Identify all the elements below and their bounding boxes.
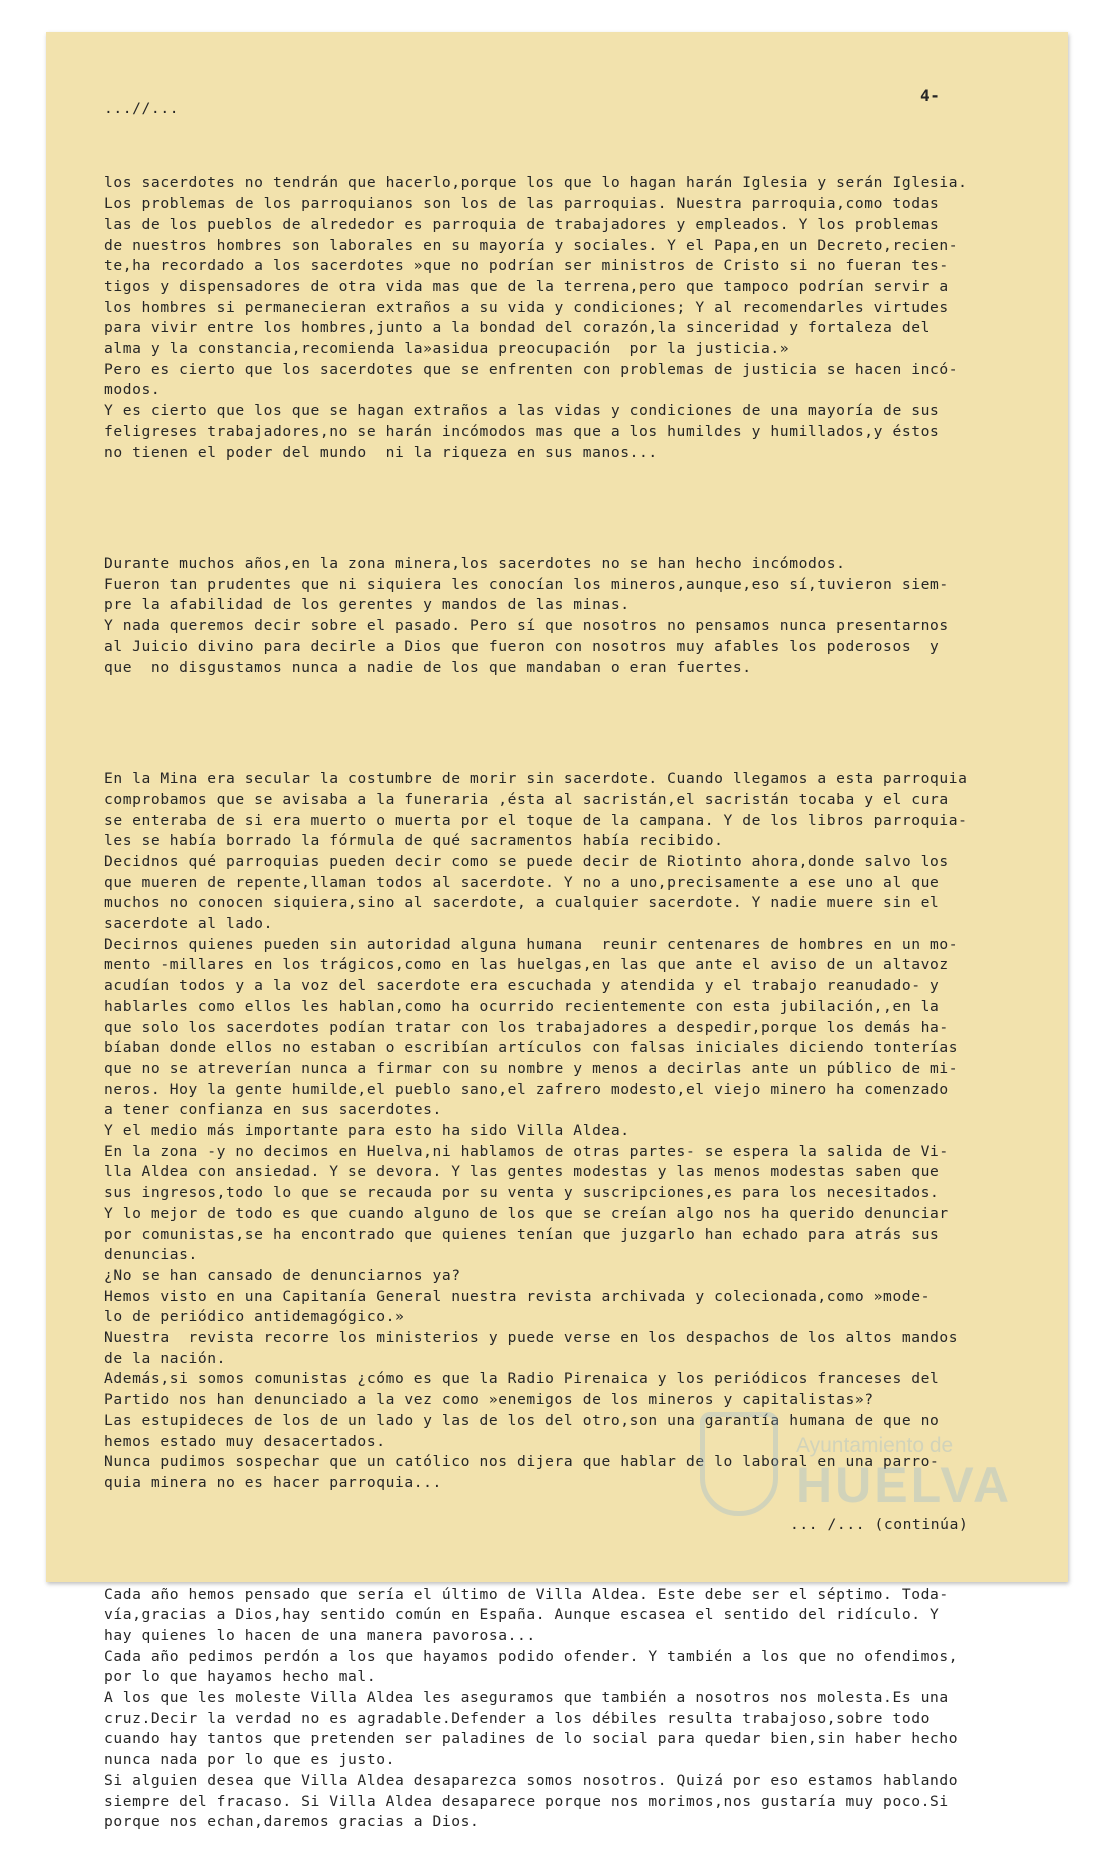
coat-of-arms-icon xyxy=(700,1412,778,1516)
paragraph: Cada año hemos pensado que sería el último de Villa Aldea. Este debe ser el séptimo. Toda- vía,gracias a Dios,hay sentido común en España. Aunque escasea el sentido del ridículo. Y hay quienes lo hacen de una manera pavorosa... Cada año pedimos perdón a los que hayamos podido ofender. Y también a los que no ofendimos, por lo que hayamos hecho mal. A los que les moleste Villa Aldea les aseguramos que también a nosotros nos molesta.Es una cruz.Decir la verdad no es agradable.Defender a los débiles resulta trabajoso,sobre todo cuando hay tantos que pretenden ser paladines de lo social para quedar bien,sin haber hecho nunca nada por lo que es justo. Si alguien desea que Villa Aldea desaparezca somos nosotros. Quizá por eso estamos hablando siempre del fracaso. Si Villa Aldea desaparece porque nos morimos,nos gustaría muy poco.Si porque nos echan,daremos gracias a Dios. xyxy=(104,1585,959,1831)
page-number: 4- xyxy=(920,86,941,105)
paragraph: Durante muchos años,en la zona minera,los sacerdotes no se han hecho incómodos. Fueron tan prudentes que ni siquiera les conocían los mineros,aunque,eso sí,tuvieron siem- pre la afabilidad de los gerentes y mandos de las minas. Y nada queremos decir sobre el pasado. Pero sí que nosotros no pensamos nunca presentarnos al Juicio divino para decirle a Dios que fueron con nosotros muy afables los poderosos y que no disgustamos nunca a nadie de los que mandaban o eran fuertes. xyxy=(104,555,949,676)
paragraph: En la Mina era secular la costumbre de morir sin sacerdote. Cuando llegamos a esta parroquia comprobamos que se avisaba a la funeraria ,ésta al sacristán,el sacristán tocaba y el cura se enteraba de si era muerto o muerta por el toque de la campana. Y de los libros parroquia- les se había borrado la fórmula de qué sacramentos había recibido. Decidnos qué parroquias pueden decir como se puede decir de Riotinto ahora,donde salvo los que mueren de repente,llaman todos al sacerdote. Y no a uno,precisamente a ese uno al que muchos no conocen siquiera,sino al sacerdote, a cualquier sacerdote. Y nadie muere sin el sacerdote al lado. Decirnos quienes pueden sin autoridad alguna humana reunir centenares de hombres en un mo- mento -millares en los trágicos,como en las huelgas,en las que ante el aviso de un altavoz acudían todos y a la voz del sacerdote era escuchada y atendida y el trabajo reanudado- y hablarles como ellos les hablan,como ha ocurrido recientemente con esta jubilación,,en la que solo los sacerdotes podían tratar con los trabajadores a despedir,porque los demás ha- bíaban donde ellos no estaban o escribían artículos con falsas iniciales diciendo tonterías que no se atreverían nunca a firmar con su nombre y menos a decirlas ante un público de mi- neros. Hoy la gente humilde,el pueblo sano,el zafrero modesto,el viejo minero ha comenzado a tener confianza en sus sacerdotes. Y el medio más importante para esto ha sido Villa Aldea. En la zona -y no decimos en Huelva,ni hablamos de otras partes- se espera la salida de Vi- lla Aldea con ansiedad. Y se devora. Y las gentes modestas y las menos modestas saben que sus ingresos,todo lo que se recauda por su venta y suscripciones,es para los necesitados. Y lo mejor de todo es que cuando alguno de los que se creían algo nos ha querido denunciar por comunistas,se ha encontrado que quienes tenían que juzgarlo han echado para atrás sus denuncias. ¿No se han cansado de denunciarnos ya? Hemos visto en una Capitanía General nuestra revista archivada y colecionada,como »mode- lo de periódico antidemagógico.» Nuestra revista recorre los ministerios y puede verse en los despachos de los altos mandos de la nación. Además,si somos comunistas ¿cómo es que la Radio Pirenaica y los periódicos franceses del Partido nos han denunciado a la vez como »enemigos de los mineros y capitalistas»? Las estupideces de los de un lado y las de los del otro,son una garantía humana de que no hemos estado muy desacertados. Nunca pudimos sospechar que un católico nos dijera que hablar de lo laboral en una parro- quia minera no es hacer parroquia... xyxy=(104,770,968,1491)
paragraph: los sacerdotes no tendrán que hacerlo,porque los que lo hagan harán Iglesia y serán Iglesia. Los problemas de los parroquianos son los de las parroquias. Nuestra parroquia,como todas las de los pueblos de alrededor es parroquia de trabajadores y empleados. Y los problemas de nuestros hombres son laborales en su mayoría y sociales. Y el Papa,en un Decreto,recien- te,ha recordado a los sacerdotes »que no podrían ser ministros de Cristo si no fueran tes- tigos y dispensadores de otra vida mas que de la terrena,pero que tampoco podrían servir a los hombres si permanecieran extraños a su vida y condiciones; Y al recomendarles virtudes para vivir entre los hombres,junto a la bondad del corazón,la sinceridad y fortaleza del alma y la constancia,recomienda la»asidua preocupación por la justicia.» Pero es cierto que los sacerdotes que se enfrenten con problemas de justicia se hacen incó- modos. Y es cierto que los que se hagan extraños a las vidas y condiciones de una mayoría de sus feligreses trabajadores,no se harán incómodos mas que a los humildes y humillados,y éstos no tienen el poder del mundo ni la riqueza en sus manos... xyxy=(104,174,968,461)
archive-watermark xyxy=(700,1404,1030,1524)
continuation-mark: ...//... xyxy=(104,100,180,117)
continued-note: ... /... (continúa) xyxy=(790,1516,969,1533)
watermark-line1: Ayuntamiento de xyxy=(796,1434,954,1457)
document-body xyxy=(104,132,968,1874)
watermark-line2: HUELVA xyxy=(796,1457,1013,1513)
document-page xyxy=(46,32,1068,1831)
